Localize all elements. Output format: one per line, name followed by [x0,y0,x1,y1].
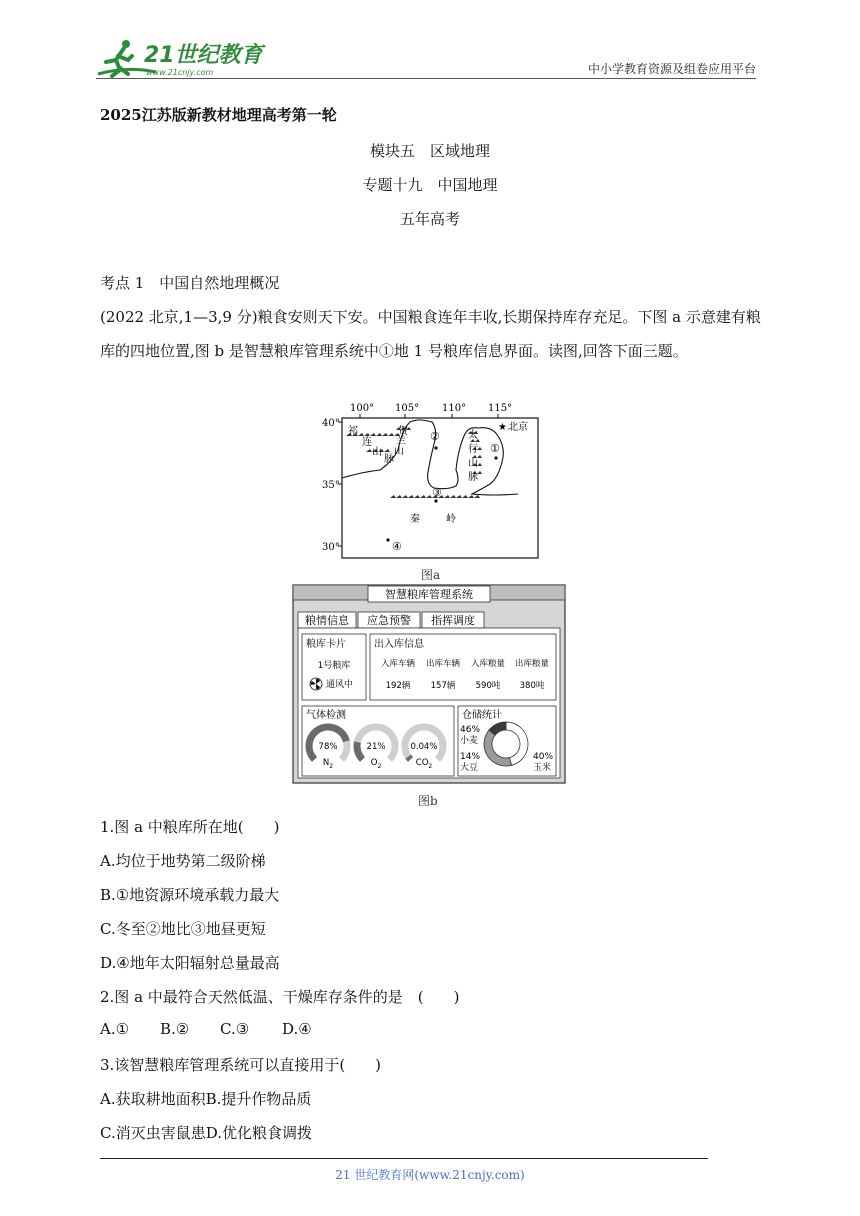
site-3-label: ③ [432,486,442,499]
footer-divider [100,1158,708,1159]
lat-label-30: 30° [322,542,340,553]
inout-header-out-grain: 出库粮量 [514,659,550,669]
qilian-char-3: 山 [372,447,382,458]
topic-heading: 专题十九 中国地理 [362,176,498,194]
q3-option-a: A.获取耕地面积 [100,1090,206,1108]
tab-bar [298,612,484,628]
lon-label-110: 110° [442,403,467,414]
gauge-gas-label: $O_2$ [370,758,382,770]
storage-soy-name: 大豆 [460,763,479,773]
q3-option-b: B.提升作物品质 [205,1090,312,1108]
site-1-dot [494,456,497,459]
qilian-char-1: 祁 [348,426,358,437]
q2-option-d: D.④ [282,1020,312,1038]
storage-soy-pct: 14% [460,752,481,762]
helan-char-2: 兰 [396,436,406,447]
gauge-value: 0.04% [410,742,438,752]
gas-panel-title: 气体检测 [306,710,346,721]
lat-label-40: 40° [322,418,340,429]
inout-value-out-vehicles: 157辆 [430,681,456,691]
storage-wheat-name: 小麦 [460,736,479,746]
inout-header-in-grain: 入库粮量 [470,659,506,669]
point-title: 考点 1 中国自然地理概况 [100,274,280,292]
figure-b-dashboard [292,584,566,784]
q1-option-c: C.冬至②地比③地昼更短 [100,920,266,938]
header-divider [96,78,756,79]
document-title: 2025江苏版新教材地理高考第一轮 [100,106,337,124]
taihang-char-3: 山 [468,458,478,469]
tab-emergency-alert-label: 应急预警 [367,614,411,627]
taihang-char-2: 行 [468,444,478,455]
inout-value-in-grain: 590吨 [475,681,501,691]
q3-stem: 3.该智慧粮库管理系统可以直接用于( ) [100,1056,382,1074]
q2-stem: 2.图 a 中最符合天然低温、干燥库存条件的是 ( ) [100,988,460,1006]
logo-text: 21世纪教育 [144,43,263,68]
figure-b-caption: 图b [418,794,438,808]
q3-options-row-2 [100,1122,312,1143]
qilian-char-4: 脉 [384,454,394,465]
q3-option-d: D.优化粮食调拨 [205,1124,312,1142]
site-2-dot [434,446,437,449]
section-heading: 五年高考 [399,210,460,228]
q3-option-c: C.消灭虫害鼠患 [100,1124,206,1142]
storage-corn-pct: 40% [533,752,554,762]
q2-option-b: B.② [160,1020,190,1038]
qinling-char-1: 秦 [410,514,420,525]
taihang-char-4: 脉 [468,472,478,483]
tab-grain-info-label: 粮情信息 [305,614,349,627]
lon-label-105: 105° [395,403,420,414]
q3-options-row-1 [100,1088,311,1109]
tab-command-dispatch-label: 指挥调度 [431,614,475,627]
inout-header-out-vehicles: 出库车辆 [425,659,461,669]
dashboard-title: 智慧粮库管理系统 [385,588,473,601]
site-tagline: 中小学教育资源及组卷应用平台 [587,62,756,76]
question-intro: (2022 北京,1—3,9 分)粮食安则天下安。中国粮食连年丰收,长期保持库存充足。下图 a 示意建有粮库的四地位置,图 b 是智慧粮库管理系统中①地 1 号粮库信息界面。读图,回答下面三题。 [100,308,761,360]
q2-option-a: A.① [100,1020,130,1038]
inout-value-out-grain: 380吨 [519,681,545,691]
footer-link[interactable]: 21 世纪教育网(www.21cnjy.com) [335,1168,525,1182]
lon-label-115: 115° [488,403,513,414]
qinling-char-2: 岭 [446,514,456,525]
q1-option-a: A.均位于地势第二级阶梯 [100,852,266,870]
granary-name: 1号粮库 [317,661,351,671]
granary-card-title: 粮库卡片 [306,639,346,650]
lon-label-100: 100° [350,403,375,414]
storage-panel-title: 仓储统计 [462,710,502,721]
site-3-dot [434,499,437,502]
inout-title: 出入库信息 [374,639,424,650]
site-logo [96,38,266,80]
logo-url: www.21cnjy.com [146,68,214,77]
q1-option-b: B.①地资源环境承载力最大 [100,886,280,904]
beijing-label: 北京 [508,422,528,433]
gauge-gas-label: $N_2$ [322,758,334,770]
module-heading: 模块五 区域地理 [369,142,490,160]
figure-a-caption: 图a [421,568,441,582]
q2-option-c: C.③ [220,1020,250,1038]
lat-label-35: 35° [322,480,340,491]
taihang-char-1: 太 [468,430,478,441]
gauge-value: 78% [318,742,338,752]
site-4-dot [386,538,389,541]
site-4-label: ④ [392,540,402,553]
inout-value-in-vehicles: 192辆 [385,681,411,691]
q1-stem: 1.图 a 中粮库所在地( ) [100,818,280,836]
inout-header-in-vehicles: 入库车辆 [380,659,416,669]
storage-corn-name: 玉米 [533,763,552,773]
helan-char-3: 山 [394,446,404,457]
ventilation-status: 通风中 [326,680,354,690]
figure-a-map [322,400,542,560]
storage-wheat-pct: 46% [460,725,481,735]
beijing-star-icon: ★ [498,422,507,433]
gauge-fill [408,757,410,760]
gauge-gas-label: $CO_2$ [415,758,433,770]
q1-option-d: D.④地年太阳辐射总量最高 [100,954,280,972]
helan-char-1: 贺 [398,426,408,437]
qilian-char-2: 连 [362,437,372,448]
site-2-label: ② [430,430,440,443]
site-1-label: ① [490,442,500,455]
gauge-value: 21% [366,742,386,752]
